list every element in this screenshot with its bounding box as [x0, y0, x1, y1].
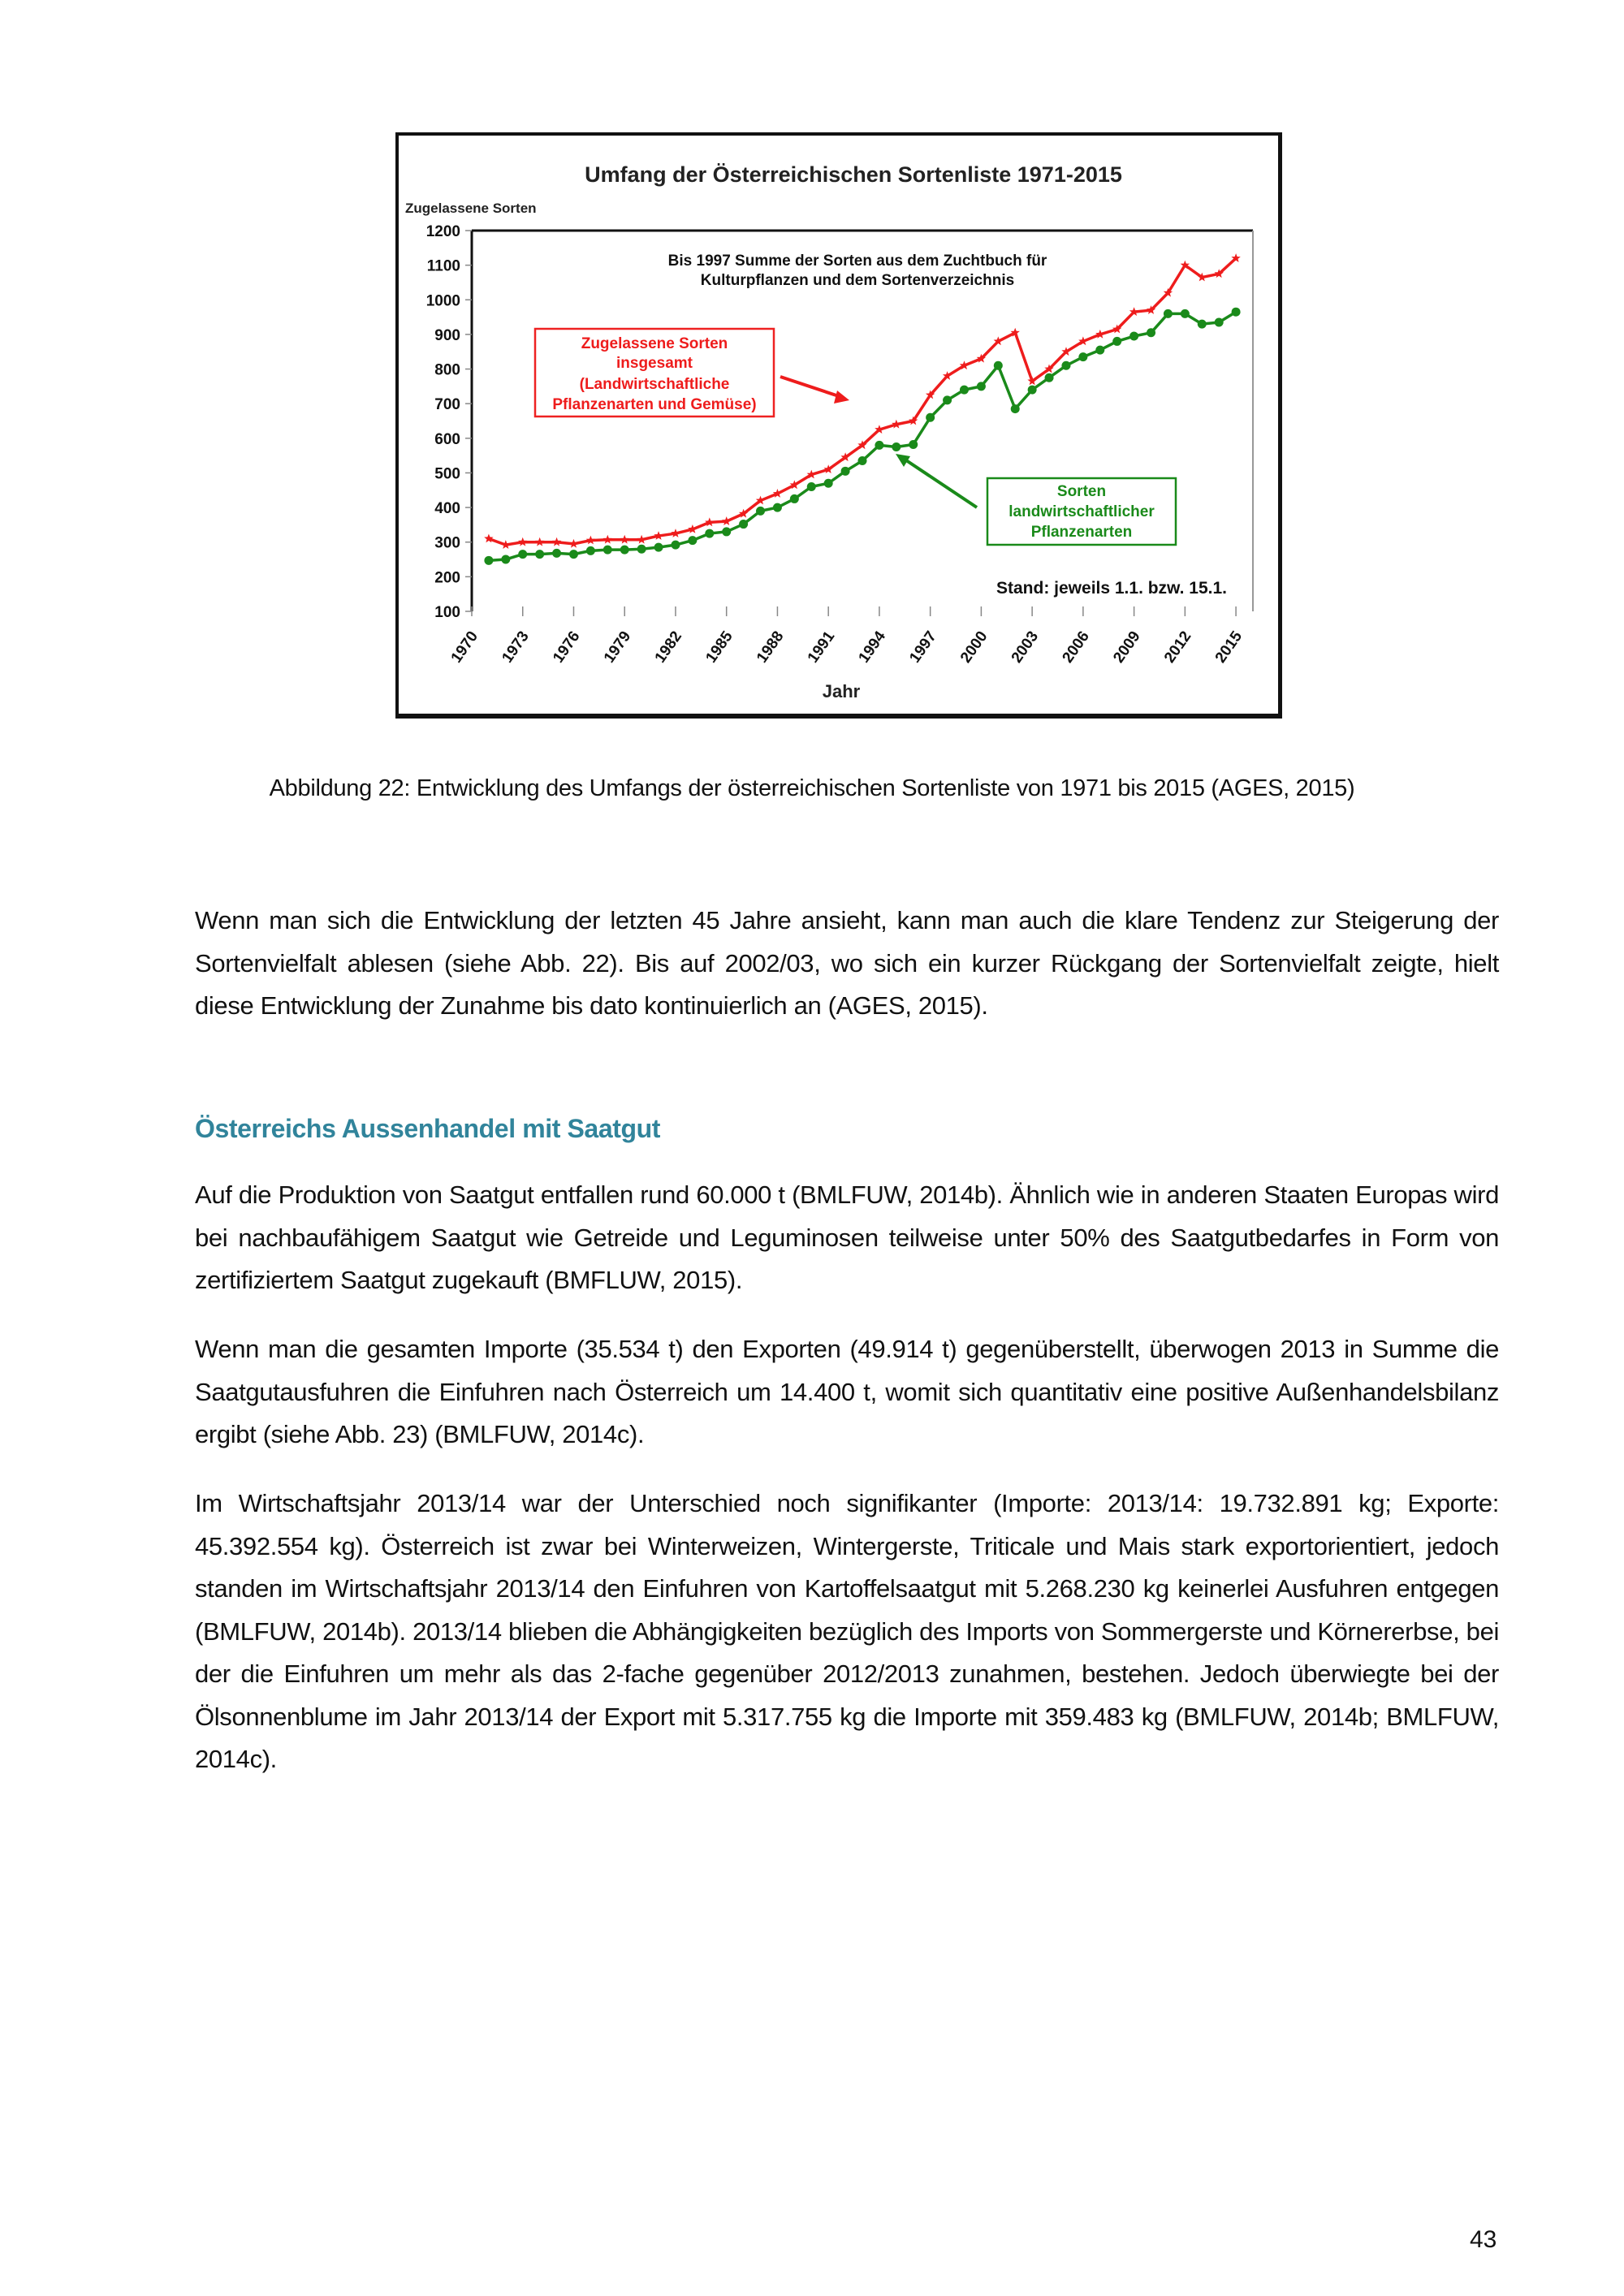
data-point	[892, 442, 901, 451]
data-point	[977, 382, 986, 391]
data-point	[688, 536, 697, 545]
section-heading: Österreichs Aussenhandel mit Saatgut	[195, 1114, 661, 1143]
data-point	[722, 527, 731, 536]
red-legend-box	[535, 329, 774, 416]
y-tick-label: 300	[434, 534, 460, 552]
red-box-line-1: Zugelassene Sorten	[581, 335, 728, 352]
data-point	[1095, 346, 1104, 355]
x-tick-label: 2000	[957, 628, 991, 667]
x-tick-label: 1982	[651, 628, 686, 667]
x-tick-label: 1979	[600, 628, 635, 667]
data-point	[552, 537, 561, 546]
sortenliste-line-chart	[399, 136, 1279, 714]
x-axis-label: Jahr	[822, 681, 861, 701]
data-point	[654, 543, 663, 552]
data-point	[1061, 361, 1070, 370]
data-point	[1129, 332, 1138, 341]
green-box-line-2: landwirtschaftlicher	[1009, 503, 1155, 520]
y-tick-label: 200	[434, 569, 460, 587]
red-arrow	[780, 377, 849, 404]
data-point	[501, 555, 510, 564]
data-point	[943, 395, 952, 404]
data-point	[909, 440, 918, 449]
data-point	[1164, 309, 1173, 318]
data-point	[756, 507, 765, 516]
y-tick-label: 1100	[426, 257, 460, 275]
y-tick-label: 100	[434, 604, 460, 621]
data-point	[671, 529, 680, 537]
data-point	[790, 494, 799, 503]
data-point	[841, 467, 850, 476]
x-tick-label: 1970	[447, 628, 482, 667]
data-point	[875, 441, 883, 450]
data-point	[569, 550, 578, 559]
data-point	[569, 539, 578, 548]
data-point	[858, 456, 867, 465]
x-tick-label: 2006	[1059, 628, 1093, 667]
data-point	[1078, 352, 1087, 361]
x-tick-label: 1991	[804, 628, 839, 667]
data-point	[1181, 309, 1190, 318]
data-point	[807, 482, 816, 491]
note-top-line2: Kulturpflanzen und dem Sortenverzeichnis	[700, 272, 1015, 289]
y-tick-label: 700	[434, 396, 460, 414]
chart-title: Umfang der Österreichischen Sortenliste 1971-2015	[585, 162, 1122, 187]
x-tick-label: 1976	[550, 628, 584, 667]
y-tick-label: 1200	[425, 223, 460, 240]
data-point	[722, 516, 731, 525]
green-legend-box	[987, 478, 1176, 545]
data-point	[518, 537, 527, 546]
x-tick-label: 1997	[906, 628, 940, 667]
data-point	[1198, 320, 1207, 329]
data-point	[960, 386, 969, 395]
red-box-line-2: insgesamt	[616, 355, 693, 372]
data-point	[739, 520, 748, 529]
data-point	[705, 529, 714, 538]
data-point	[620, 546, 629, 555]
x-tick-label: 2009	[1110, 628, 1144, 667]
paragraph-1: Wenn man sich die Entwicklung der letzten 45 Jahre ansieht, kann man auch die klare Tendenz zur Steigerung der Sortenvielfalt ablesen (siehe Abb. 22). Bis auf 2002/03, wo sich ein kurzer Rückgang der Sortenvielfalt zeigte, hielt diese Entwicklung der Zunahme bis dato kontinuierlich an (AGES, 2015).	[195, 906, 1499, 1020]
y-tick-label: 1000	[425, 292, 460, 310]
x-tick-label: 2015	[1212, 628, 1246, 667]
figure-frame	[395, 132, 1282, 719]
page-number: 43	[1470, 2226, 1497, 2253]
stand-note: Stand: jeweils 1.1. bzw. 15.1.	[996, 579, 1227, 598]
data-point	[518, 550, 527, 559]
data-point	[1112, 337, 1121, 346]
data-point	[603, 546, 612, 555]
y-tick-label: 600	[434, 430, 460, 448]
note-top-line1: Bis 1997 Summe der Sorten aus dem Zuchtbuch für	[667, 252, 1047, 270]
data-point	[1147, 328, 1155, 337]
data-point	[1232, 308, 1241, 317]
data-point	[892, 420, 901, 429]
data-point	[671, 541, 680, 550]
y-tick-label: 400	[434, 500, 460, 518]
green-arrow	[896, 454, 977, 507]
data-point	[773, 503, 782, 512]
data-point	[535, 537, 545, 546]
figure-caption: Abbildung 22: Entwicklung des Umfangs der österreichischen Sortenliste von 1971 bis 2015 (AGES, 2015)	[269, 775, 1355, 801]
data-point	[637, 545, 646, 554]
green-box-line-1: Sorten	[1056, 483, 1107, 500]
data-point	[535, 550, 544, 559]
data-point	[1011, 404, 1020, 413]
x-tick-label: 1985	[702, 628, 736, 667]
paragraph-3: Wenn man die gesamten Importe (35.534 t) den Exporten (49.914 t) gegenüberstellt, überwogen 2013 in Summe die Saatgutausfuhren die Einfuhren nach Österreich um 14.400 t, womit sich quantitativ eine positive Außenhandelsbilanz ergibt (siehe Abb. 23) (BMLFUW, 2014c).	[195, 1335, 1499, 1448]
data-point	[586, 536, 595, 545]
data-point	[994, 361, 1003, 370]
data-point	[824, 479, 833, 488]
data-point	[1215, 317, 1224, 326]
data-point	[1028, 386, 1037, 395]
paragraph-2: Auf die Produktion von Saatgut entfallen rund 60.000 t (BMLFUW, 2014b). Ähnlich wie in anderen Staaten Europas wird bei nachbaufähigem Saatgut wie Getreide und Leguminosen teilweise unter 50% des Saatgutbedarfes in Form von zertifiziertem Saatgut zugekauft (BMFLUW, 2015).	[195, 1180, 1499, 1294]
data-point	[620, 535, 629, 544]
x-tick-label: 1994	[855, 628, 890, 667]
x-tick-label: 2012	[1160, 628, 1195, 667]
y-tick-label: 800	[434, 361, 460, 379]
data-point	[552, 549, 561, 558]
data-point	[688, 524, 697, 533]
data-point	[1045, 373, 1054, 382]
green-box-line-3: Pflanzenarten	[1030, 524, 1133, 541]
data-point	[501, 540, 510, 549]
data-point	[603, 535, 612, 544]
data-point	[654, 531, 663, 540]
data-point	[586, 546, 595, 555]
data-point	[484, 556, 493, 565]
x-tick-label: 1988	[754, 628, 788, 667]
y-tick-label: 500	[434, 465, 460, 483]
y-axis-label: Zugelassene Sorten	[405, 201, 537, 216]
y-tick-label: 900	[434, 326, 460, 344]
data-point	[637, 535, 646, 544]
red-box-line-3: (Landwirtschaftliche	[579, 376, 730, 393]
data-point	[926, 413, 935, 422]
x-tick-label: 2003	[1008, 628, 1043, 667]
x-tick-label: 1973	[499, 628, 533, 667]
paragraph-4: Im Wirtschaftsjahr 2013/14 war der Unterschied noch signifikanter (Importe: 2013/14: 19.732.891 kg; Exporte: 45.392.554 kg). Österreich ist zwar bei Winterweizen, Wintergerste, Triticale und Mais stark exportorientiert, jedoch standen im Wirtschaftsjahr 2013/14 den Einfuhren von Kartoffelsaatgut mit 5.268.230 kg keinerlei Ausfuhren entgegen (BMLFUW, 2014b). 2013/14 blieben die Abhängigkeiten bezüglich des Imports von Sommergerste und Körnererbse, bei der die Einfuhren um mehr als das 2-fache gegenüber 2012/2013 zunahmen, bestehen. Jedoch überwiegte bei der Ölsonnenblume im Jahr 2013/14 der Export mit 5.317.755 kg die Importe mit 359.483 kg (BMLFUW, 2014b; BMLFUW, 2014c).	[195, 1489, 1499, 1773]
axes	[426, 223, 1253, 667]
red-box-line-4: Pflanzenarten und Gemüse)	[552, 396, 757, 413]
